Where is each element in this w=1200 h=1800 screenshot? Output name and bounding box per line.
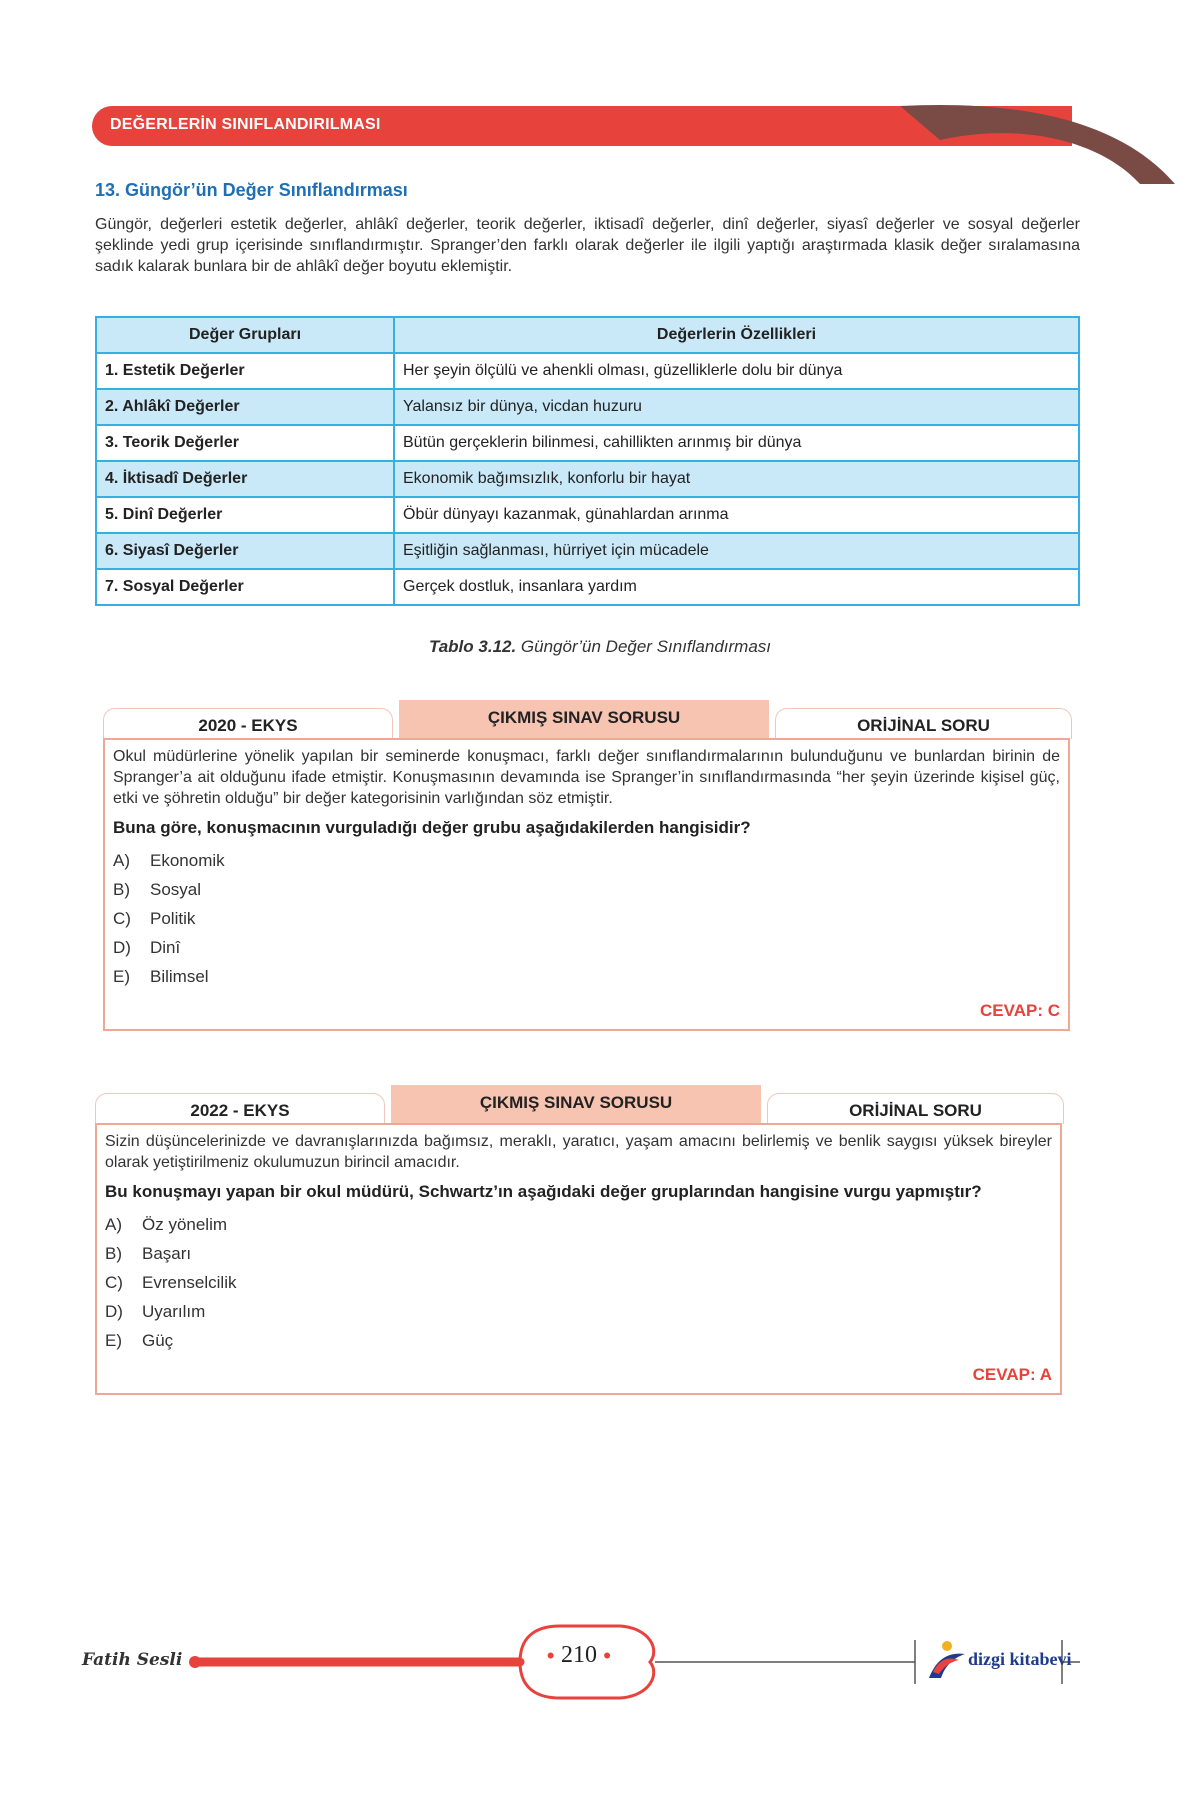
option-text: Ekonomik bbox=[150, 851, 225, 870]
option-letter: C) bbox=[105, 1273, 123, 1292]
table-row bbox=[96, 353, 1079, 389]
answer-option bbox=[105, 1326, 1052, 1355]
question-body bbox=[95, 1123, 1062, 1395]
table-caption-text: Güngör’ün Değer Sınıflandırması bbox=[516, 637, 772, 656]
answer-option bbox=[105, 1268, 1052, 1297]
table-row bbox=[96, 389, 1079, 425]
answer-option bbox=[113, 962, 1060, 991]
table-cell-feature: Her şeyin ölçülü ve ahenkli olması, güzelliklerle dolu bir dünya bbox=[394, 353, 1079, 389]
table-cell-group: 1. Estetik Değerler bbox=[96, 353, 394, 389]
question-year-tab: 2022 - EKYS bbox=[95, 1093, 385, 1124]
table-cell-group: 4. İktisadî Değerler bbox=[96, 461, 394, 497]
table-cell-feature: Öbür dünyayı kazanmak, günahlardan arınma bbox=[394, 497, 1079, 533]
question-stem: Sizin düşüncelerinizde ve davranışlarınızda bağımsız, meraklı, yaratıcı, yaşam amacını belirlemiş ve benlik saygısı yüksek bireyler olarak yetiştirilmeniz okulumuzun birincil amacıdır. bbox=[105, 1133, 1052, 1171]
question-tabs bbox=[95, 1085, 1062, 1123]
option-text: Sosyal bbox=[150, 880, 202, 899]
question-type-tab: ÇIKMIŞ SINAV SORUSU bbox=[399, 700, 769, 738]
option-text: Evrenselcilik bbox=[142, 1273, 237, 1292]
question-prompt: Bu konuşmayı yapan bir okul müdürü, Schwartz’ın aşağıdaki değer gruplarından hangisine vurgu yapmıştır? bbox=[105, 1182, 982, 1201]
section-title: 13. Güngör’ün Değer Sınıflandırması bbox=[95, 180, 408, 200]
table-caption bbox=[0, 637, 1200, 657]
question-tabs bbox=[103, 700, 1070, 738]
option-text: Bilimsel bbox=[150, 967, 209, 986]
page-number-value: 210 bbox=[561, 1642, 597, 1668]
author-signature: Fatih Sesli bbox=[82, 1650, 183, 1670]
table-cell-group: 2. Ahlâkî Değerler bbox=[96, 389, 394, 425]
option-letter: A) bbox=[113, 851, 130, 870]
option-text: Politik bbox=[150, 909, 196, 928]
header-swoosh-decoration bbox=[900, 100, 1180, 190]
table-header-cell: Değerlerin Özellikleri bbox=[394, 317, 1079, 353]
table-row bbox=[96, 569, 1079, 605]
option-letter: A) bbox=[105, 1215, 122, 1234]
table-row bbox=[96, 497, 1079, 533]
table-cell-group: 3. Teorik Değerler bbox=[96, 425, 394, 461]
answer-option bbox=[105, 1239, 1052, 1268]
table-cell-group: 5. Dinî Değerler bbox=[96, 497, 394, 533]
question-source-tab: ORİJİNAL SORU bbox=[775, 708, 1072, 739]
table-caption-label: Tablo 3.12. bbox=[428, 637, 517, 656]
table-cell-feature: Ekonomik bağımsızlık, konforlu bir hayat bbox=[394, 461, 1079, 497]
table-cell-group: 6. Siyasî Değerler bbox=[96, 533, 394, 569]
publisher-name: dizgi kitabevi bbox=[968, 1649, 1072, 1669]
question-prompt: Buna göre, konuşmacının vurguladığı değer grubu aşağıdakilerden hangisidir? bbox=[113, 818, 751, 837]
option-text: Başarı bbox=[142, 1244, 192, 1263]
table-cell-group: 7. Sosyal Değerler bbox=[96, 569, 394, 605]
answer-option bbox=[113, 846, 1060, 875]
question-type-tab: ÇIKMIŞ SINAV SORUSU bbox=[391, 1085, 761, 1123]
table-row bbox=[96, 425, 1079, 461]
question-body bbox=[103, 738, 1070, 1031]
section-intro-paragraph: Güngör, değerleri estetik değerler, ahlâkî değerler, teorik değerler, iktisadî değerler, dinî değerler, siyasî değerler ve sosyal değerler şeklinde yedi grup içerisinde sınıflandırmıştır. Spranger’den farklı olarak değerler ile ilgili yaptığı araştırmada klasik değer sıralamasına sadık kalarak bunlara bir de ahlâkî değer boyutu eklemiştir. bbox=[95, 216, 1080, 275]
question-year-tab: 2020 - EKYS bbox=[103, 708, 393, 739]
option-letter: E) bbox=[105, 1331, 122, 1350]
chapter-title: DEĞERLERİN SINIFLANDIRILMASI bbox=[110, 116, 381, 133]
option-text: Güç bbox=[142, 1331, 174, 1350]
table-header-row bbox=[96, 317, 1079, 353]
table-cell-feature: Bütün gerçeklerin bilinmesi, cahillikten arınmış bir dünya bbox=[394, 425, 1079, 461]
option-letter: C) bbox=[113, 909, 131, 928]
option-letter: B) bbox=[105, 1244, 122, 1263]
table-header-cell: Değer Grupları bbox=[96, 317, 394, 353]
exam-question-box bbox=[95, 1085, 1062, 1395]
option-letter: D) bbox=[105, 1302, 123, 1321]
value-groups-table bbox=[95, 316, 1080, 606]
answer-key: CEVAP: C bbox=[980, 1001, 1060, 1020]
publisher-logo-icon bbox=[925, 1638, 969, 1684]
bullet-icon: ● bbox=[603, 1648, 612, 1664]
answer-option bbox=[105, 1210, 1052, 1239]
answer-option bbox=[113, 875, 1060, 904]
table-cell-feature: Yalansız bir dünya, vicdan huzuru bbox=[394, 389, 1079, 425]
page-footer bbox=[0, 1620, 1200, 1700]
exam-question-box bbox=[103, 700, 1070, 1031]
answer-key: CEVAP: A bbox=[972, 1365, 1052, 1384]
table-row bbox=[96, 461, 1079, 497]
page-number bbox=[514, 1642, 644, 1669]
answer-option bbox=[113, 904, 1060, 933]
question-source-tab: ORİJİNAL SORU bbox=[767, 1093, 1064, 1124]
question-stem: Okul müdürlerine yönelik yapılan bir seminerde konuşmacı, farklı değer sınıflandırmalarının bulunduğunu ve bunlardan birinin de Spranger’a ait olduğunu ifade etmiştir. Konuşmasının devamında ise Spranger’in sınıflandırmasında “her şeyin üzerinde kişisel güç, etki ve şöhretin olduğu” bir değer kategorisinin varlığından söz etmiştir. bbox=[113, 748, 1060, 807]
option-letter: B) bbox=[113, 880, 130, 899]
bullet-icon: ● bbox=[546, 1648, 555, 1664]
table-cell-feature: Gerçek dostluk, insanlara yardım bbox=[394, 569, 1079, 605]
option-text: Uyarılım bbox=[142, 1302, 206, 1321]
option-text: Dinî bbox=[150, 938, 181, 957]
answer-option bbox=[113, 933, 1060, 962]
table-cell-feature: Eşitliğin sağlanması, hürriyet için mücadele bbox=[394, 533, 1079, 569]
answer-option bbox=[105, 1297, 1052, 1326]
option-letter: D) bbox=[113, 938, 131, 957]
option-letter: E) bbox=[113, 967, 130, 986]
table-row bbox=[96, 533, 1079, 569]
option-text: Öz yönelim bbox=[142, 1215, 228, 1234]
